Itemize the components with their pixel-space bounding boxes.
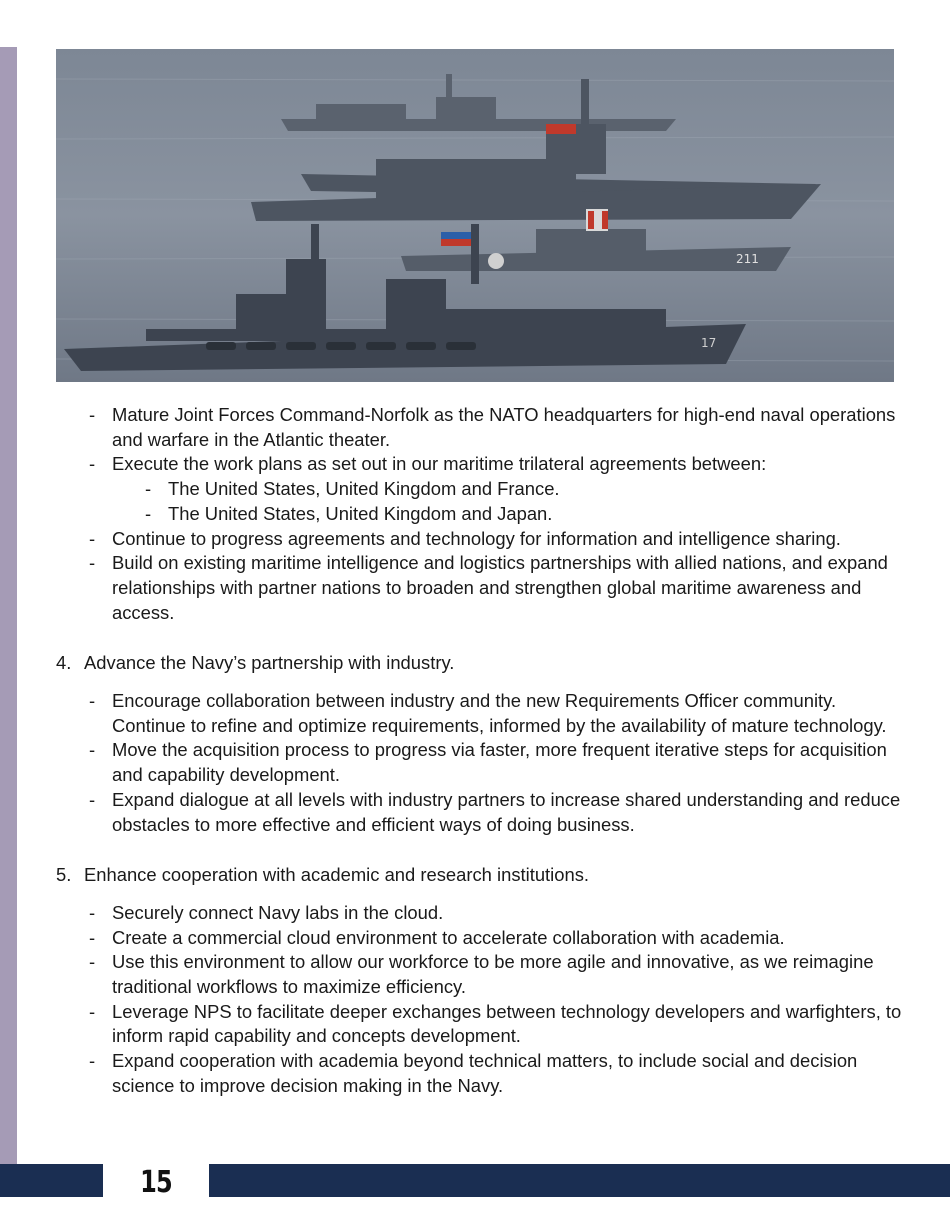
section-4-number: 4. (56, 652, 72, 674)
section-5-bullets (56, 901, 906, 1099)
list-item: - Leverage NPS to facilitate deeper exchanges between technology developers and warfighters, to inform rapid capability and concepts development. (56, 1000, 906, 1049)
page-number: 15 (140, 1165, 172, 1200)
list-item: - Create a commercial cloud environment to accelerate collaboration with academia. (56, 926, 906, 951)
sub-list-item: - The United States, United Kingdom and Japan. (112, 502, 906, 527)
list-item: - Move the acquisition process to progress via faster, more frequent iterative steps for acquisition and capability development. (56, 738, 906, 787)
body-text (56, 403, 906, 1099)
section-5-heading (56, 863, 906, 888)
section-5-title: Enhance cooperation with academic and research institutions. (84, 864, 590, 886)
list-item: - Continue to progress agreements and technology for information and intelligence sharing. (56, 527, 906, 552)
list-item: - Encourage collaboration between industry and the new Requirements Officer community. Continue to refine and optimize requirements, informed by the availability of mature technology. (56, 689, 906, 738)
list-item-text: Execute the work plans as set out in our maritime trilateral agreements between: (112, 453, 767, 475)
footer-bar-left (0, 1164, 103, 1197)
list-item: - Expand cooperation with academia beyond technical matters, to include social and decision science to improve decision making in the Navy. (56, 1049, 906, 1098)
list-item: - Build on existing maritime intelligence and logistics partnerships with allied nations, and expand relationships with partner nations to broaden and strengthen global maritime awareness and access. (56, 551, 906, 625)
ships-illustration (56, 49, 894, 382)
sub-list-item: - The United States, United Kingdom and France. (112, 477, 906, 502)
left-accent-bar (0, 47, 17, 1164)
section-4-title: Advance the Navy’s partnership with industry. (84, 652, 455, 674)
naval-ships-photo (56, 49, 894, 382)
list-item: - Expand dialogue at all levels with industry partners to increase shared understanding and reduce obstacles to more effective and efficient ways of doing business. (56, 788, 906, 837)
list-item: - Use this environment to allow our workforce to be more agile and innovative, as we reimagine traditional workflows to maximize efficiency. (56, 950, 906, 999)
section-4-heading (56, 651, 906, 676)
list-item: - Mature Joint Forces Command-Norfolk as the NATO headquarters for high-end naval operations and warfare in the Atlantic theater. (56, 403, 906, 452)
sub-bullet-list (112, 477, 906, 526)
svg-text:211: 211 (736, 252, 759, 266)
footer-bar-right (209, 1164, 950, 1197)
list-item (56, 452, 906, 526)
section-4-bullets (56, 689, 906, 837)
section-5-number: 5. (56, 864, 72, 886)
page-footer (0, 1164, 950, 1200)
bullet-list-top (56, 403, 906, 625)
list-item: - Securely connect Navy labs in the cloud. (56, 901, 906, 926)
svg-text:17: 17 (701, 336, 717, 350)
